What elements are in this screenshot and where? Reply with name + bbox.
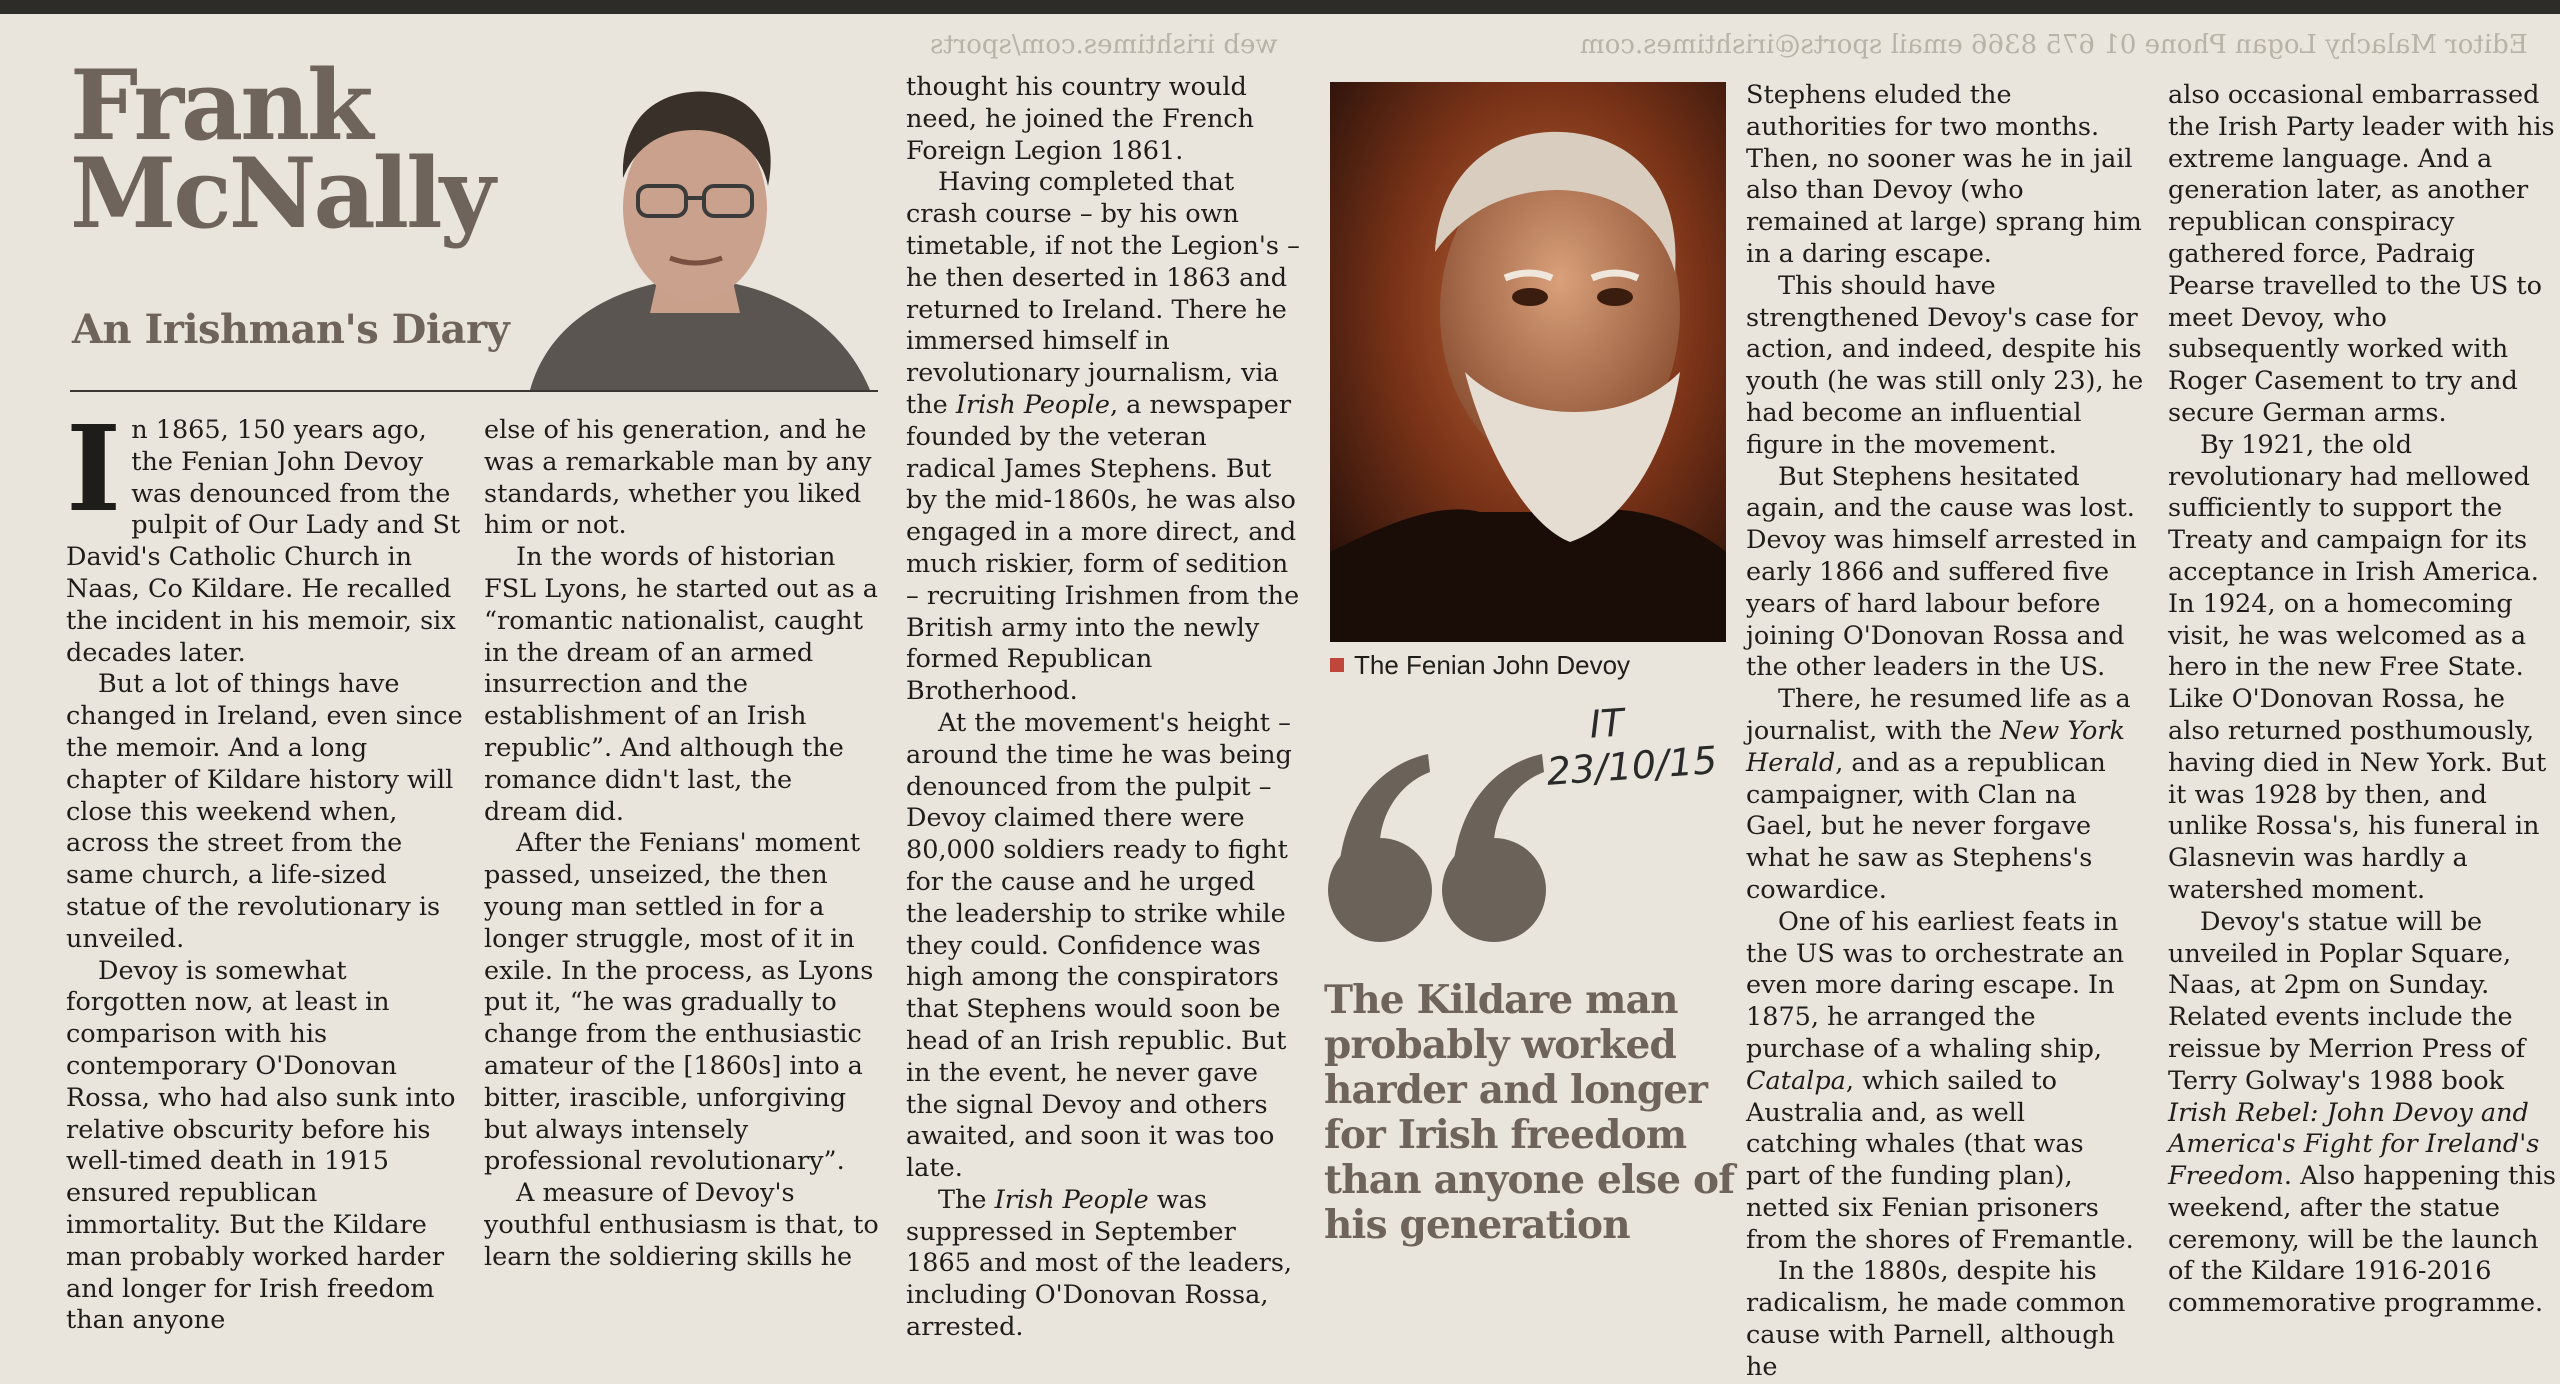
paragraph: There, he resumed life as a journalist, with the New York Herald, and as a republican campaigner, with Clan na Gael, but he never forgave what he saw as Stephens's cowardice. [1746, 684, 2131, 905]
paragraph: The Irish People was suppressed in September 1865 and most of the leaders, including O'Donovan Rossa, arrested. [906, 1184, 1293, 1343]
paragraph: In the 1880s, despite his radicalism, he made common cause with Parnell, although he [1746, 1256, 2126, 1382]
header-divider [70, 390, 878, 392]
author-byline [70, 49, 500, 251]
mirrored-bleed-text: web irishtimes.com/sports [930, 30, 1278, 60]
photo-caption: The Fenian John Devoy [1330, 650, 1630, 681]
mirrored-bleed-text: Editor Malachy Logan Phone 01 675 8366 email sports@irishtimes.com [1580, 30, 2528, 60]
paragraph: A measure of Devoy's youthful enthusiasm is that, to learn the soldiering skills he [484, 1178, 879, 1272]
paragraph: In 1865, 150 years ago, the Fenian John Devoy was denounced from the pulpit of Our Lady and St David's Catholic Church in Naas, Co Kildare. He recalled the incident in his memoir, six decades later. [66, 399, 461, 668]
paragraph: In the words of historian FSL Lyons, he started out as a “romantic nationalist, caught in the dream of an armed insurrection and the establishment of an Irish republic”. And although the romance didn't last, the dream did. [484, 542, 879, 827]
pull-quote: The Kildare man probably worked harder and longer for Irish freedom than anyone else of his generation [1324, 977, 1735, 1248]
paragraph: Having completed that crash course – by his own timetable, if not the Legion's – he then deserted in 1863 and returned to Ireland. There he immersed himself in revolutionary journalism, via the Irish People, a newspaper founded by the veteran radical James Stephens. But by the mid-1860s, he was also engaged in a more direct, and much riskier, form of sedition – recruiting Irishmen from the British army into the newly formed Republican Brotherhood. [906, 167, 1300, 707]
paragraph: By 1921, the old revolutionary had mellowed sufficiently to support the Treaty and campaign for its acceptance in Irish America. In 1924, on a homecoming visit, he was welcomed as a hero in the new Free State. Like O'Donovan Rossa, he also returned posthumously, having died in New York. But it was 1928 by then, and unlike Rossa's, his funeral in Glasnevin was hardly a watershed moment. [2168, 429, 2547, 905]
paragraph: After the Fenians' moment passed, unseized, the then young man settled in for a longer struggle, most of it in exile. In the process, as Lyons put it, “he was gradually to change from the enthusiastic amateur of the [1860s] into a bitter, irascible, unforgiving but always intensely professional revolutionary”. [484, 828, 874, 1177]
text-column-5 [1746, 80, 2144, 1384]
author-last-name: McNally [70, 137, 493, 251]
top-rule [0, 0, 2560, 14]
devoy-photo [1330, 82, 1726, 642]
paragraph: This should have strengthened Devoy's case for action, and indeed, despite his youth (he was still only 23), he had become an influential figure in the movement. [1746, 270, 2144, 460]
paragraph: Devoy's statue will be unveiled in Poplar Square, Naas, at 2pm on Sunday. Related events include the reissue by Merrion Press of Terry Golway's 1988 book Irish Rebel: John Devoy and America's Fight for Ireland's Freedom. Also happening this weekend, after the statue ceremony, will be the launch of the Kildare 1916-2016 commemorative programme. [2168, 906, 2556, 1319]
paragraph: also occasional embarrassed the Irish Party leader with his extreme language. And a generation later, as another republican conspiracy gathered force, Padraig Pearse travelled to the US to meet Devoy, who subsequently worked with Roger Casement to try and secure German arms. [2168, 80, 2555, 428]
dropcap-letter: I [66, 399, 122, 538]
text-column-3 [906, 72, 1304, 1344]
paragraph: One of his earliest feats in the US was to orchestrate an even more daring escape. In 1875, he arranged the purchase of a whaling ship, Catalpa, which sailed to Australia and, as well catching whales (that was part of the funding plan), netted six Fenian prisoners from the shores of Fremantle. [1746, 906, 2134, 1255]
paragraph: thought his country would need, he joined the French Foreign Legion 1861. [906, 72, 1255, 166]
paragraph: else of his generation, and he was a remarkable man by any standards, whether you liked him or not. [484, 415, 872, 541]
author-first-name: Frank [70, 49, 371, 162]
text-column-6 [2168, 80, 2560, 1320]
open-quote-icon [1318, 740, 1558, 960]
text-column-2 [484, 415, 882, 1274]
paragraph: Devoy is somewhat forgotten now, at least in comparison with his contemporary O'Donovan Rossa, who had also sunk into relative obscurity before his well-timed death in 1915 ensured republican immortality. But the Kildare man probably worked harder and longer for Irish freedom than anyone [66, 955, 456, 1336]
caption-bullet-icon [1330, 658, 1344, 672]
paragraph: Stephens eluded the authorities for two months. Then, no sooner was he in jail also than Devoy (who remained at large) sprang him in a daring escape. [1746, 80, 2142, 269]
author-portrait [510, 68, 880, 390]
text-column-1 [66, 399, 464, 1337]
paragraph: At the movement's height – around the time he was being denounced from the pulpit – Devoy claimed there were 80,000 soldiers ready to fight for the cause and he urged the leadership to strike while they could. Confidence was high among the conspirators that Stephens would soon be head of an Irish republic. But in the event, he never gave the signal Devoy and others awaited, and soon it was too late. [906, 707, 1292, 1184]
column-title: An Irishman's Diary [72, 306, 510, 353]
handwritten-annotation: IT 23/10/15 [1545, 700, 1719, 794]
paragraph: But a lot of things have changed in Ireland, even since the memoir. And a long chapter of Kildare history will close this weekend when, across the street from the same church, a life-sized statue of the revolutionary is unveiled. [66, 669, 463, 954]
paragraph: But Stephens hesitated again, and the cause was lost. Devoy was himself arrested in early 1866 and suffered five years of hard labour before joining O'Donovan Rossa and the other leaders in the US. [1746, 461, 2137, 683]
